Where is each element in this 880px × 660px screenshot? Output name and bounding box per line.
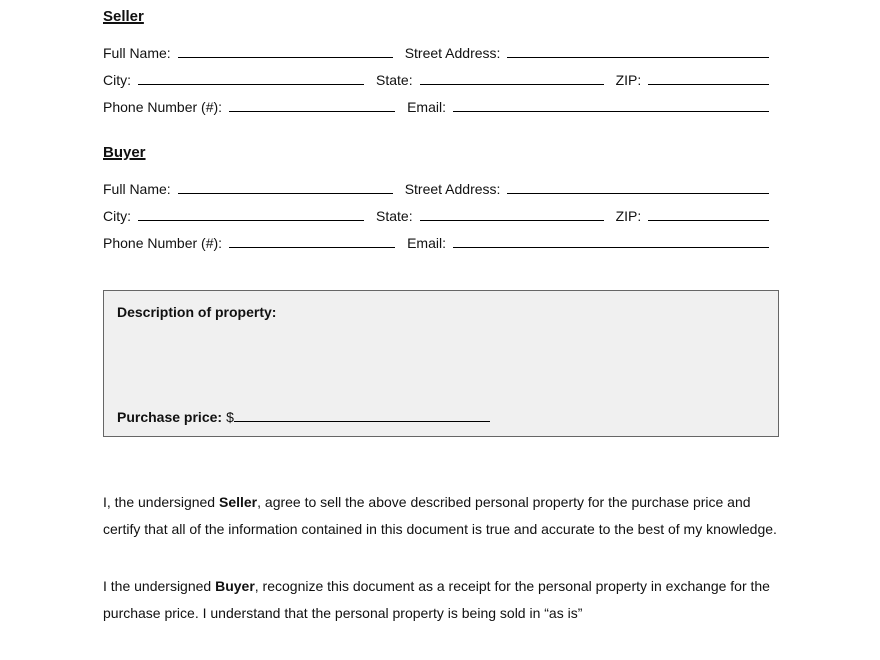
buyer-statement-post: , recognize this document as a receipt for the personal property in exchange for the purchase price. I understand that the personal property is being sold in “as is” — [103, 578, 770, 621]
seller-zip-blank-line[interactable] — [648, 84, 769, 85]
buyer-city-state-zip-row — [103, 207, 779, 225]
buyer-statement-paragraph — [103, 573, 779, 627]
seller-zip-label: ZIP: — [615, 72, 642, 88]
buyer-state-blank-line[interactable] — [420, 220, 604, 221]
seller-state-blank-line[interactable] — [420, 84, 604, 85]
buyer-phone-email-row — [103, 234, 779, 252]
buyer-phone-blank-line[interactable] — [229, 247, 395, 248]
seller-state-label: State: — [376, 72, 413, 88]
property-description-box — [103, 290, 779, 437]
seller-full-name-blank-line[interactable] — [178, 57, 393, 58]
seller-heading: Seller — [103, 8, 144, 25]
buyer-state-label: State: — [376, 208, 413, 224]
purchase-price-row — [117, 408, 765, 426]
buyer-statement-pre: I the undersigned — [103, 578, 216, 594]
seller-statement-pre: I, the undersigned — [103, 494, 219, 510]
seller-street-address-blank-line[interactable] — [507, 57, 769, 58]
buyer-street-address-blank-line[interactable] — [507, 193, 769, 194]
seller-phone-blank-line[interactable] — [229, 111, 395, 112]
buyer-statement-bold-term: Buyer — [215, 578, 255, 594]
buyer-email-label: Email: — [407, 235, 446, 251]
seller-email-label: Email: — [407, 99, 446, 115]
buyer-city-blank-line[interactable] — [138, 220, 364, 221]
buyer-street-address-label: Street Address: — [404, 181, 501, 197]
seller-statement-paragraph — [103, 489, 779, 543]
purchase-price-label: Purchase price: — [117, 409, 223, 425]
seller-street-address-label: Street Address: — [404, 45, 501, 61]
seller-phone-email-row — [103, 98, 779, 116]
buyer-name-address-row — [103, 180, 779, 198]
buyer-zip-label: ZIP: — [615, 208, 642, 224]
seller-statement-post: , agree to sell the above described personal property for the purchase price and certify that all of the information contained in this document is true and accurate to the best of my knowledge. — [103, 494, 777, 537]
seller-city-label: City: — [103, 72, 131, 88]
buyer-city-label: City: — [103, 208, 131, 224]
seller-email-blank-line[interactable] — [453, 111, 769, 112]
buyer-full-name-label: Full Name: — [103, 181, 171, 197]
dollar-sign: $ — [226, 409, 234, 425]
description-input-area[interactable] — [117, 321, 765, 408]
buyer-zip-blank-line[interactable] — [648, 220, 769, 221]
seller-name-address-row — [103, 44, 779, 62]
seller-statement-bold-term: Seller — [218, 494, 258, 510]
buyer-full-name-blank-line[interactable] — [178, 193, 393, 194]
seller-phone-label: Phone Number (#): — [103, 99, 223, 115]
seller-city-blank-line[interactable] — [138, 84, 364, 85]
seller-city-state-zip-row — [103, 71, 779, 89]
buyer-heading: Buyer — [103, 144, 146, 161]
description-of-property-label: Description of property: — [117, 304, 277, 320]
seller-full-name-label: Full Name: — [103, 45, 171, 61]
purchase-price-blank-line[interactable] — [234, 421, 490, 422]
buyer-email-blank-line[interactable] — [453, 247, 769, 248]
document-content — [103, 8, 779, 627]
buyer-phone-label: Phone Number (#): — [103, 235, 223, 251]
